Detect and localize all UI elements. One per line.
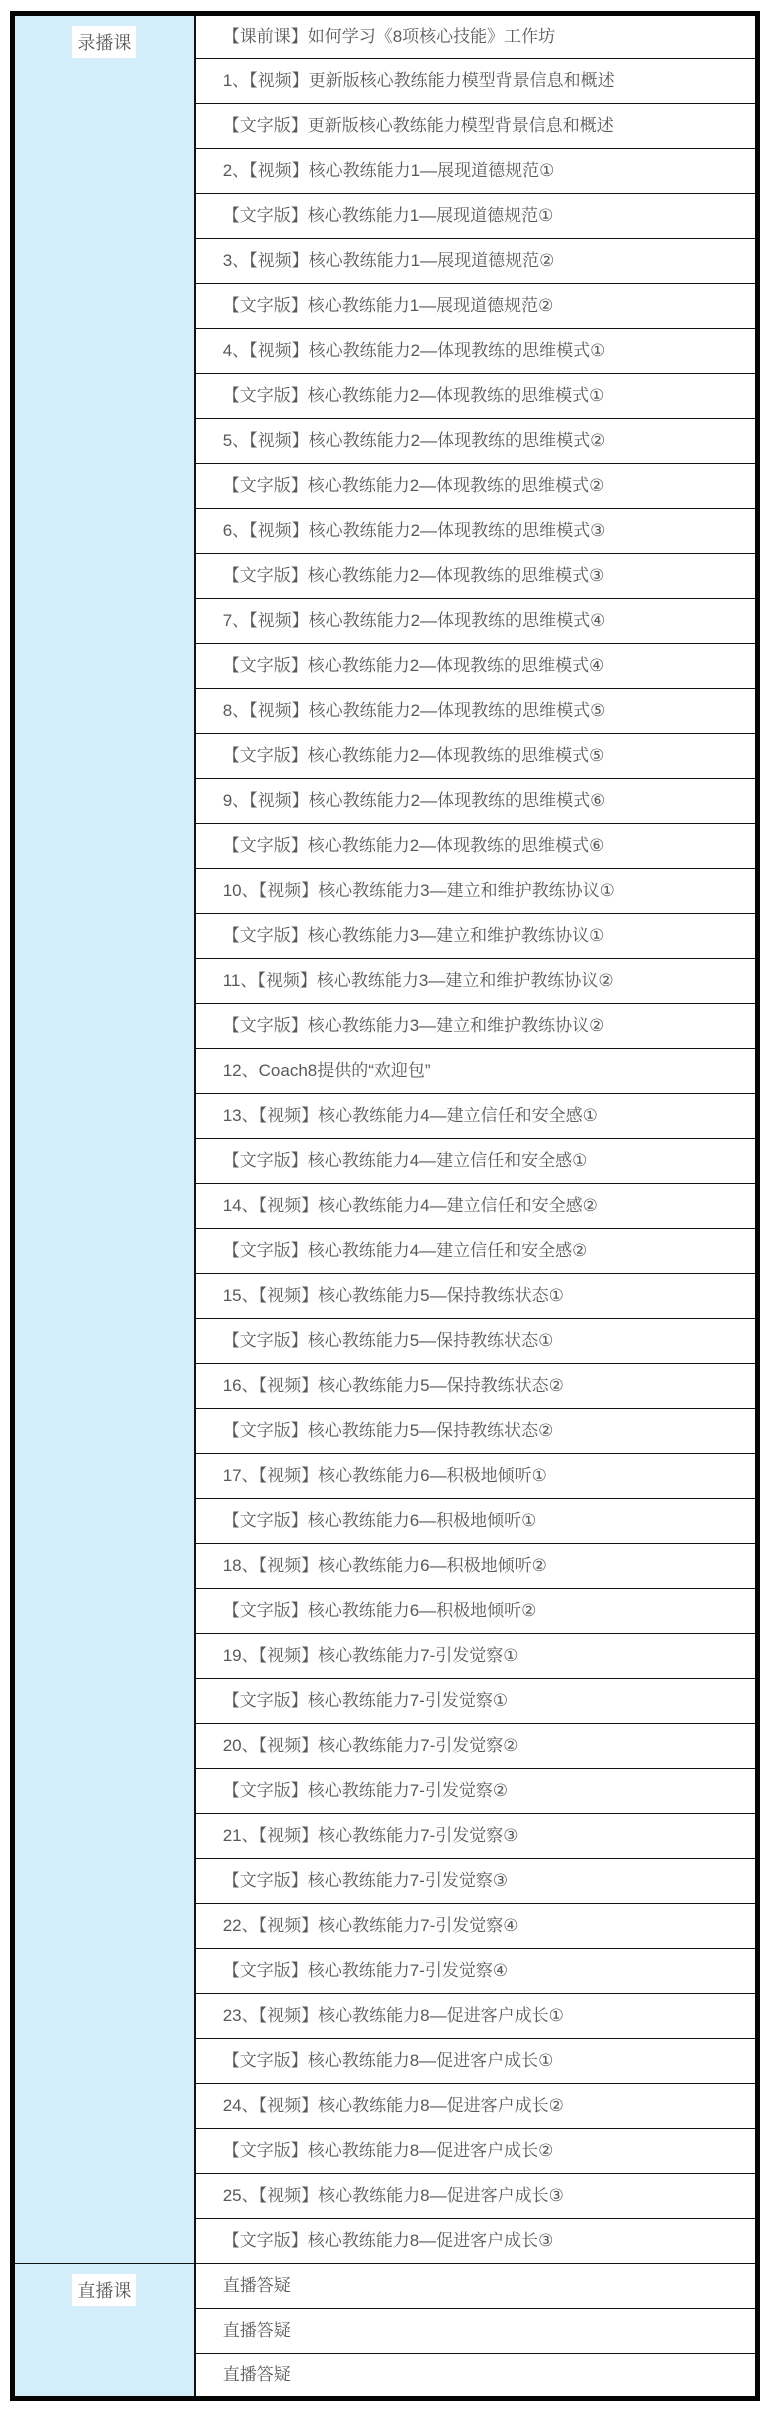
course-item-text: 25、【视频】核心教练能力8—促进客户成长③: [222, 2186, 564, 2206]
course-item-text: 17、【视频】核心教练能力6—积极地倾听①: [222, 1466, 547, 1486]
course-item-cell: [195, 734, 758, 779]
course-item-cell: [195, 14, 758, 59]
course-item-cell: [195, 1229, 758, 1274]
course-item-cell: [195, 2039, 758, 2084]
course-item-cell: [195, 284, 758, 329]
course-item-cell: [195, 1814, 758, 1859]
course-item-text: 【课前课】如何学习《8项核心技能》工作坊: [222, 27, 556, 47]
course-item-text: 11、【视频】核心教练能力3—建立和维护教练协议②: [222, 971, 614, 991]
course-item-text: 4、【视频】核心教练能力2—体现教练的思维模式①: [222, 341, 606, 361]
course-item-cell: [195, 554, 758, 599]
course-item-cell: [195, 1409, 758, 1454]
course-item-text: 【文字版】核心教练能力2—体现教练的思维模式④: [222, 656, 605, 676]
course-item-cell: [195, 1679, 758, 1724]
course-item-cell: [195, 1499, 758, 1544]
course-item-cell: [195, 869, 758, 914]
course-item-text: 12、Coach8提供的“欢迎包”: [222, 1061, 431, 1081]
course-item-cell: [195, 599, 758, 644]
course-item-text: 【文字版】核心教练能力4—建立信任和安全感②: [222, 1241, 588, 1261]
course-item-text: 【文字版】核心教练能力1—展现道德规范②: [222, 296, 554, 316]
course-item-text: 【文字版】核心教练能力2—体现教练的思维模式⑤: [222, 746, 605, 766]
course-item-cell: [195, 1859, 758, 1904]
course-item-text: 【文字版】核心教练能力3—建立和维护教练协议②: [222, 1016, 605, 1036]
course-item-text: 【文字版】核心教练能力2—体现教练的思维模式①: [222, 386, 605, 406]
course-item-text: 【文字版】核心教练能力6—积极地倾听②: [222, 1601, 537, 1621]
course-item-text: 14、【视频】核心教练能力4—建立信任和安全感②: [222, 1196, 598, 1216]
course-item-cell: [195, 1724, 758, 1769]
table-row: [13, 14, 758, 59]
course-item-text: 直播答疑: [222, 2276, 291, 2296]
course-item-text: 7、【视频】核心教练能力2—体现教练的思维模式④: [222, 611, 606, 631]
course-item-text: 【文字版】核心教练能力7-引发觉察①: [222, 1691, 509, 1711]
course-item-text: 【文字版】核心教练能力2—体现教练的思维模式②: [222, 476, 605, 496]
course-item-cell: [195, 2354, 758, 2399]
section-label: 录播课: [72, 26, 136, 58]
course-item-text: 6、【视频】核心教练能力2—体现教练的思维模式③: [222, 521, 606, 541]
course-item-cell: [195, 1949, 758, 1994]
course-item-text: 15、【视频】核心教练能力5—保持教练状态①: [222, 1286, 564, 1306]
course-item-cell: [195, 2264, 758, 2309]
course-item-cell: [195, 2219, 758, 2264]
course-item-cell: [195, 2174, 758, 2219]
course-item-text: 【文字版】核心教练能力5—保持教练状态②: [222, 1421, 554, 1441]
course-item-text: 【文字版】核心教练能力7-引发觉察③: [222, 1871, 509, 1891]
course-item-cell: [195, 1544, 758, 1589]
course-item-cell: [195, 914, 758, 959]
course-item-cell: [195, 104, 758, 149]
course-item-text: 3、【视频】核心教练能力1—展现道德规范②: [222, 251, 555, 271]
course-item-cell: [195, 509, 758, 554]
course-item-text: 【文字版】核心教练能力7-引发觉察②: [222, 1781, 509, 1801]
course-item-cell: [195, 1364, 758, 1409]
course-item-text: 22、【视频】核心教练能力7-引发觉察④: [222, 1916, 519, 1936]
course-item-text: 19、【视频】核心教练能力7-引发觉察①: [222, 1646, 519, 1666]
course-item-cell: [195, 1634, 758, 1679]
course-item-text: 【文字版】核心教练能力2—体现教练的思维模式③: [222, 566, 605, 586]
section-label: 直播课: [72, 2274, 136, 2306]
course-item-text: 【文字版】核心教练能力8—促进客户成长③: [222, 2231, 554, 2251]
course-item-text: 【文字版】核心教练能力7-引发觉察④: [222, 1961, 509, 1981]
course-item-text: 8、【视频】核心教练能力2—体现教练的思维模式⑤: [222, 701, 606, 721]
course-item-text: 5、【视频】核心教练能力2—体现教练的思维模式②: [222, 431, 606, 451]
course-item-cell: [195, 1184, 758, 1229]
course-item-text: 【文字版】核心教练能力6—积极地倾听①: [222, 1511, 537, 1531]
course-item-cell: [195, 1004, 758, 1049]
course-item-text: 13、【视频】核心教练能力4—建立信任和安全感①: [222, 1106, 598, 1126]
course-item-cell: [195, 239, 758, 284]
section-label-cell-live-courses: [13, 2264, 195, 2399]
course-item-text: 【文字版】核心教练能力8—促进客户成长②: [222, 2141, 554, 2161]
course-item-text: 【文字版】更新版核心教练能力模型背景信息和概述: [222, 116, 614, 136]
course-item-cell: [195, 1589, 758, 1634]
course-item-cell: [195, 1094, 758, 1139]
course-item-cell: [195, 644, 758, 689]
course-item-text: 【文字版】核心教练能力5—保持教练状态①: [222, 1331, 554, 1351]
course-item-text: 【文字版】核心教练能力1—展现道德规范①: [222, 206, 554, 226]
course-item-cell: [195, 1904, 758, 1949]
course-item-cell: [195, 149, 758, 194]
course-item-cell: [195, 1139, 758, 1184]
course-item-cell: [195, 329, 758, 374]
course-item-text: 【文字版】核心教练能力3—建立和维护教练协议①: [222, 926, 605, 946]
course-item-cell: [195, 959, 758, 1004]
course-item-text: 【文字版】核心教练能力8—促进客户成长①: [222, 2051, 554, 2071]
course-item-text: 2、【视频】核心教练能力1—展现道德规范①: [222, 161, 555, 181]
course-item-cell: [195, 464, 758, 509]
course-item-cell: [195, 689, 758, 734]
course-item-cell: [195, 779, 758, 824]
course-schedule-table: [10, 11, 760, 2401]
course-item-text: 9、【视频】核心教练能力2—体现教练的思维模式⑥: [222, 791, 606, 811]
course-item-text: 18、【视频】核心教练能力6—积极地倾听②: [222, 1556, 547, 1576]
course-item-cell: [195, 1769, 758, 1814]
course-item-cell: [195, 1319, 758, 1364]
course-item-text: 20、【视频】核心教练能力7-引发觉察②: [222, 1736, 519, 1756]
course-item-text: 23、【视频】核心教练能力8—促进客户成长①: [222, 2006, 564, 2026]
course-item-text: 【文字版】核心教练能力2—体现教练的思维模式⑥: [222, 836, 605, 856]
course-item-cell: [195, 194, 758, 239]
course-item-cell: [195, 1994, 758, 2039]
course-item-cell: [195, 59, 758, 104]
course-item-cell: [195, 419, 758, 464]
course-item-text: 直播答疑: [222, 2321, 291, 2341]
course-item-cell: [195, 2129, 758, 2174]
course-item-text: 直播答疑: [222, 2365, 291, 2385]
course-item-text: 【文字版】核心教练能力4—建立信任和安全感①: [222, 1151, 588, 1171]
course-item-cell: [195, 824, 758, 869]
course-item-cell: [195, 374, 758, 419]
course-item-cell: [195, 1454, 758, 1499]
course-table-body: [13, 14, 758, 2399]
course-item-text: 1、【视频】更新版核心教练能力模型背景信息和概述: [222, 71, 615, 91]
course-item-text: 24、【视频】核心教练能力8—促进客户成长②: [222, 2096, 564, 2116]
course-item-text: 16、【视频】核心教练能力5—保持教练状态②: [222, 1376, 564, 1396]
course-item-cell: [195, 1274, 758, 1319]
course-item-text: 21、【视频】核心教练能力7-引发觉察③: [222, 1826, 519, 1846]
section-label-cell-recorded-courses: [13, 14, 195, 2264]
table-row: [13, 2264, 758, 2309]
course-item-cell: [195, 2084, 758, 2129]
course-item-text: 10、【视频】核心教练能力3—建立和维护教练协议①: [222, 881, 615, 901]
course-item-cell: [195, 2309, 758, 2354]
course-item-cell: [195, 1049, 758, 1094]
